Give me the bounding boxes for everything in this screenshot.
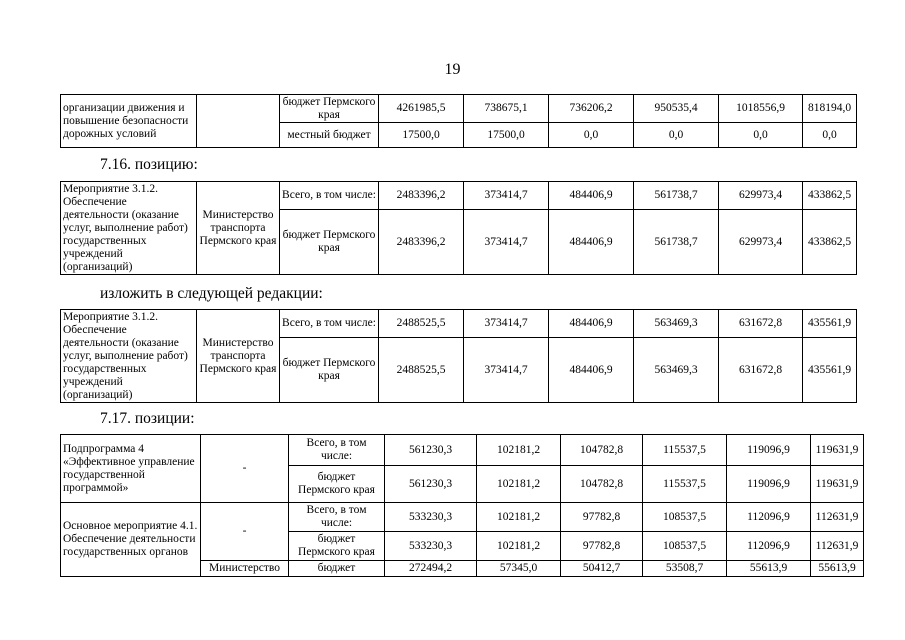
value-year-5: 433862,5 [803, 182, 857, 210]
value-year-5: 435561,9 [803, 310, 857, 338]
funding-source: местный бюджет [280, 123, 379, 148]
value-year-1: 102181,2 [477, 532, 561, 561]
value-year-4: 1018556,9 [719, 95, 803, 123]
table-row [61, 182, 857, 210]
funding-source: Всего, в том числе: [280, 182, 379, 210]
position-name: Мероприятие 3.1.2. Обеспечение деятельности (оказание услуг, выполнение работ) государственных учреждений (организаций) [61, 310, 197, 403]
funding-source: бюджет Пермского края [289, 466, 385, 503]
executor-cell [197, 95, 280, 148]
value-total: 2483396,2 [379, 182, 464, 210]
table-new-position [60, 309, 857, 403]
funding-source: бюджет [289, 561, 385, 577]
value-year-1: 373414,7 [464, 338, 549, 403]
value-year-3: 0,0 [634, 123, 719, 148]
value-year-2: 484406,9 [549, 338, 634, 403]
value-year-2: 0,0 [549, 123, 634, 148]
funding-source: Всего, в том числе: [289, 435, 385, 466]
value-total: 533230,3 [385, 532, 477, 561]
value-total: 17500,0 [379, 123, 464, 148]
value-year-4: 112096,9 [727, 503, 811, 532]
table-row [61, 95, 857, 123]
value-total: 2488525,5 [379, 310, 464, 338]
value-year-4: 631672,8 [719, 338, 803, 403]
executor-cell: Министерство [201, 561, 289, 577]
value-year-3: 561738,7 [634, 210, 719, 275]
value-year-3: 563469,3 [634, 310, 719, 338]
value-year-4: 629973,4 [719, 182, 803, 210]
value-total: 533230,3 [385, 503, 477, 532]
value-year-2: 50412,7 [561, 561, 643, 577]
value-year-4: 119096,9 [727, 466, 811, 503]
value-year-5: 433862,5 [803, 210, 857, 275]
table-row [61, 310, 857, 338]
funding-source: бюджет Пермского края [280, 210, 379, 275]
value-year-3: 950535,4 [634, 95, 719, 123]
value-year-2: 736206,2 [549, 95, 634, 123]
value-year-4: 55613,9 [727, 561, 811, 577]
executor-cell: Министерство транспорта Пермского края [197, 182, 280, 275]
value-year-1: 102181,2 [477, 466, 561, 503]
value-year-1: 373414,7 [464, 182, 549, 210]
value-year-3: 53508,7 [643, 561, 727, 577]
executor-cell: - [201, 435, 289, 503]
funding-source: Всего, в том числе: [280, 310, 379, 338]
value-total: 2488525,5 [379, 338, 464, 403]
table-row [61, 503, 864, 532]
page-number: 19 [444, 61, 461, 78]
value-year-5: 0,0 [803, 123, 857, 148]
value-year-3: 563469,3 [634, 338, 719, 403]
value-year-1: 373414,7 [464, 210, 549, 275]
executor-cell: - [201, 503, 289, 561]
value-year-5: 818194,0 [803, 95, 857, 123]
value-year-3: 115537,5 [643, 466, 727, 503]
value-year-3: 115537,5 [643, 435, 727, 466]
position-name: Подпрограмма 4 «Эффективное управление государственной программой» [61, 435, 201, 503]
table-continued-position [60, 94, 857, 148]
value-year-5: 435561,9 [803, 338, 857, 403]
value-year-2: 104782,8 [561, 466, 643, 503]
table-old-position [60, 181, 857, 275]
heading-7-16: 7.16. позицию: [100, 156, 198, 173]
position-name: организации движения и повышение безопасности дорожных условий [61, 95, 197, 148]
value-year-4: 631672,8 [719, 310, 803, 338]
value-year-5: 55613,9 [811, 561, 864, 577]
position-name: Основное мероприятие 4.1. Обеспечение деятельности государственных органов [61, 503, 201, 577]
value-year-1: 57345,0 [477, 561, 561, 577]
value-total: 272494,2 [385, 561, 477, 577]
value-year-1: 738675,1 [464, 95, 549, 123]
value-year-3: 561738,7 [634, 182, 719, 210]
value-year-4: 629973,4 [719, 210, 803, 275]
value-year-4: 112096,9 [727, 532, 811, 561]
heading-replace: изложить в следующей редакции: [100, 285, 323, 302]
table-row [61, 435, 864, 466]
position-name: Мероприятие 3.1.2. Обеспечение деятельности (оказание услуг, выполнение работ) государственных учреждений (организаций) [61, 182, 197, 275]
value-year-2: 484406,9 [549, 310, 634, 338]
funding-source: бюджет Пермского края [280, 95, 379, 123]
funding-source: Всего, в том числе: [289, 503, 385, 532]
value-year-2: 484406,9 [549, 182, 634, 210]
value-year-4: 0,0 [719, 123, 803, 148]
value-year-4: 119096,9 [727, 435, 811, 466]
table-positions-7-17 [60, 434, 864, 577]
value-year-1: 373414,7 [464, 310, 549, 338]
value-year-5: 119631,9 [811, 435, 864, 466]
value-year-1: 17500,0 [464, 123, 549, 148]
value-year-5: 112631,9 [811, 503, 864, 532]
value-year-1: 102181,2 [477, 503, 561, 532]
value-total: 4261985,5 [379, 95, 464, 123]
value-year-5: 119631,9 [811, 466, 864, 503]
value-total: 2483396,2 [379, 210, 464, 275]
heading-7-17: 7.17. позиции: [100, 410, 195, 427]
value-total: 561230,3 [385, 466, 477, 503]
value-year-1: 102181,2 [477, 435, 561, 466]
value-year-2: 97782,8 [561, 503, 643, 532]
funding-source: бюджет Пермского края [280, 338, 379, 403]
value-year-2: 97782,8 [561, 532, 643, 561]
value-year-3: 108537,5 [643, 503, 727, 532]
value-year-2: 104782,8 [561, 435, 643, 466]
executor-cell: Министерство транспорта Пермского края [197, 310, 280, 403]
value-total: 561230,3 [385, 435, 477, 466]
funding-source: бюджет Пермского края [289, 532, 385, 561]
value-year-5: 112631,9 [811, 532, 864, 561]
value-year-3: 108537,5 [643, 532, 727, 561]
value-year-2: 484406,9 [549, 210, 634, 275]
